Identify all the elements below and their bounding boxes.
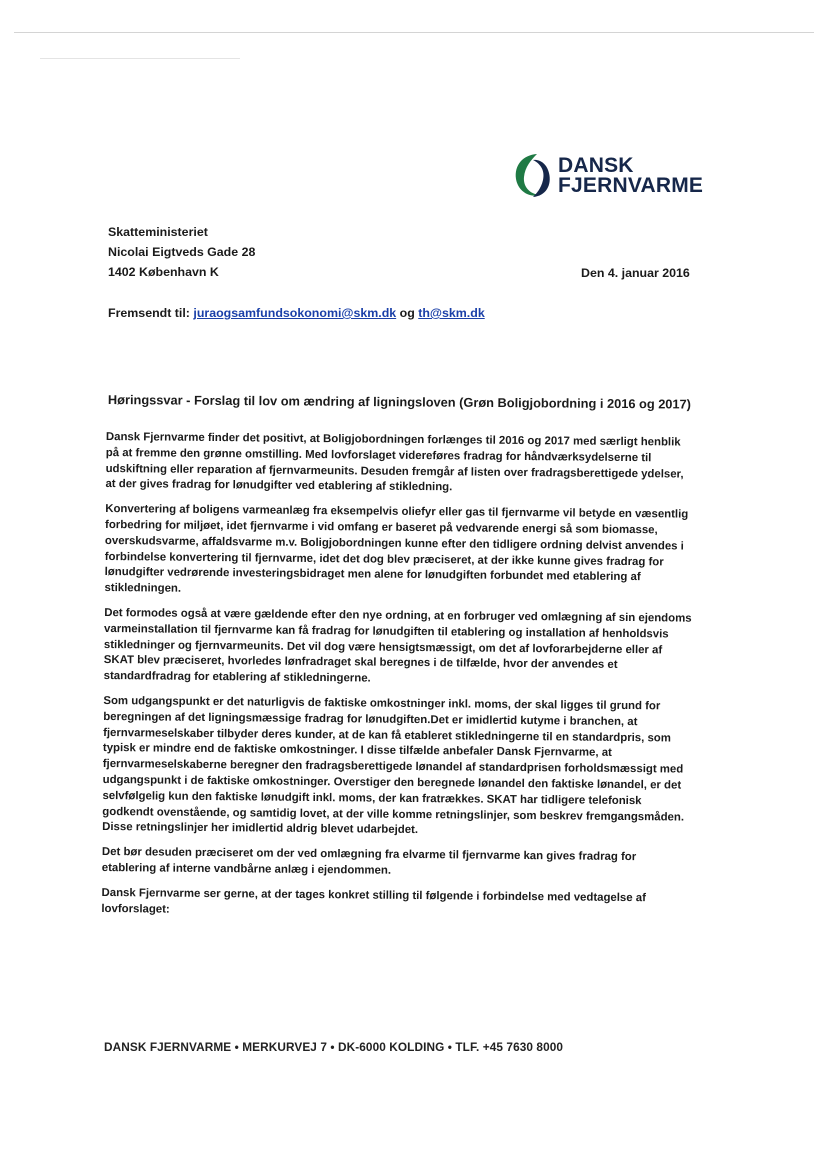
letter-date: Den 4. januar 2016 [581, 266, 690, 280]
recipient-city: 1402 København K [108, 265, 219, 279]
body-paragraph-1: Dansk Fjernvarme finder det positivt, at Boligjobordningen forlænges til 2016 og 2017 med særligt henblik på at fremme den grønne omstilling. Med lovforslaget videreføres fradrag for håndværksydelserne til udskiftning eller reparation af fjernvarmeunits. Desuden fremgår af listen over fradragsberettigede ydelser, at der gives fradrag for lønudgifter ved etablering af stikledning. [105, 430, 684, 494]
recipient-address [108, 222, 255, 282]
body-paragraph-4: Som udgangspunkt er det naturligvis de faktiske omkostninger inkl. moms, der skal ligges til grund for beregningen af det ligningsmæssige fradrag for lønudgiften.Det er imidlertid kutyme i branchen, at fjernvarmeselskaber tilbyder deres kunder, at de kan få etableret stikledningerne til en standardpris, som typisk er mindre end de faktiske omkostninger. I disse tilfælde anbefaler Dansk Fjernvarme, at fjernvarmeselskaberne beregner den fradragsberettigede lønandel af standardprisen forholdsmæssigt med udgangspunkt i de faktiske omkostninger. Overstiger den beregnede lønandel den faktiske lønandel, er det selvfølgelig kun den faktiske lønudgift inkl. moms, der kan fratrækkes. SKAT har tidligere telefonisk godkendt ovenstående, og samtidig lovet, at der ville komme retningslinjer, som beskrev fremgangsmåden. Disse retningslinjer her imidlertid aldrig blevet udarbejdet. [102, 694, 685, 837]
body-paragraph-3: Det formodes også at være gældende efter den nye ordning, at en forbruger ved omlægning af sin ejendoms varmeinstallation til fjernvarme kan få fradrag for lønudgiften til etablering og installation af henholdsvis stikledninger og fjernvarmeunits. Det vil dog være hensigtsmæssigt, om det af lovforarbejderne eller af SKAT blev præciseret, hvorledes lønfradraget skal beregnes i de tilfælde, hvor der anvendes et standardfradrag for etablering af stikledningerne. [103, 606, 692, 685]
sent-to-line [108, 306, 485, 320]
logo-line-2: FJERNVARME [558, 174, 704, 197]
email-link-1[interactable]: juraogsamfundsokonomi@skm.dk [193, 306, 397, 320]
email-link-2[interactable]: th@skm.dk [418, 306, 485, 320]
logo-line-1: DANSK [558, 154, 634, 177]
body-paragraph-2: Konvertering af boligens varmeanlæg fra eksempelvis oliefyr eller gas til fjernvarme vil betyde en væsentlig forbedring for miljøet, idet fjernvarme i vid omfang er baseret på vedvarende energi så som biomasse, overskudsvarme, affaldsvarme m.v. Boligjobordningen kunne efter den tidligere ordning delvist anvendes i forbindelse konvertering til fjernvarme, idet det dog blev præciseret, at der ikke kunne gives fradrag for lønudgifter vedrørende investeringsbidraget men alene for lønudgiften forbundet med etablering af stikledningen. [104, 503, 689, 595]
logo-swirl-icon [511, 151, 553, 201]
logo-wordmark [558, 156, 703, 196]
sent-to-label: Fremsendt til: [108, 306, 190, 320]
sent-to-conjunction: og [399, 306, 415, 320]
letter-footer: DANSK FJERNVARME • MERKURVEJ 7 • DK-6000 KOLDING • TLF. +45 7630 8000 [104, 1040, 564, 1054]
recipient-name: Skatteministeriet [108, 225, 208, 239]
letter-subject: Høringssvar - Forslag til lov om ændring af ligningsloven (Grøn Boligjobordning i 2016 og 2017) [107, 392, 692, 412]
scan-edge-line [14, 32, 814, 33]
body-paragraph-5: Det bør desuden præciseret om der ved omlægning fra elvarme til fjernvarme kan gives fradrag for etablering af interne vandbårne anlæg i ejendommen. [101, 846, 637, 877]
recipient-street: Nicolai Eigtveds Gade 28 [108, 245, 256, 259]
scan-edge-line [40, 58, 240, 59]
company-logo [511, 151, 704, 201]
body-paragraph-6: Dansk Fjernvarme ser gerne, at der tages konkret stilling til følgende i forbindelse med vedtagelse af lovforslaget: [101, 886, 646, 916]
letter-body [101, 430, 696, 932]
